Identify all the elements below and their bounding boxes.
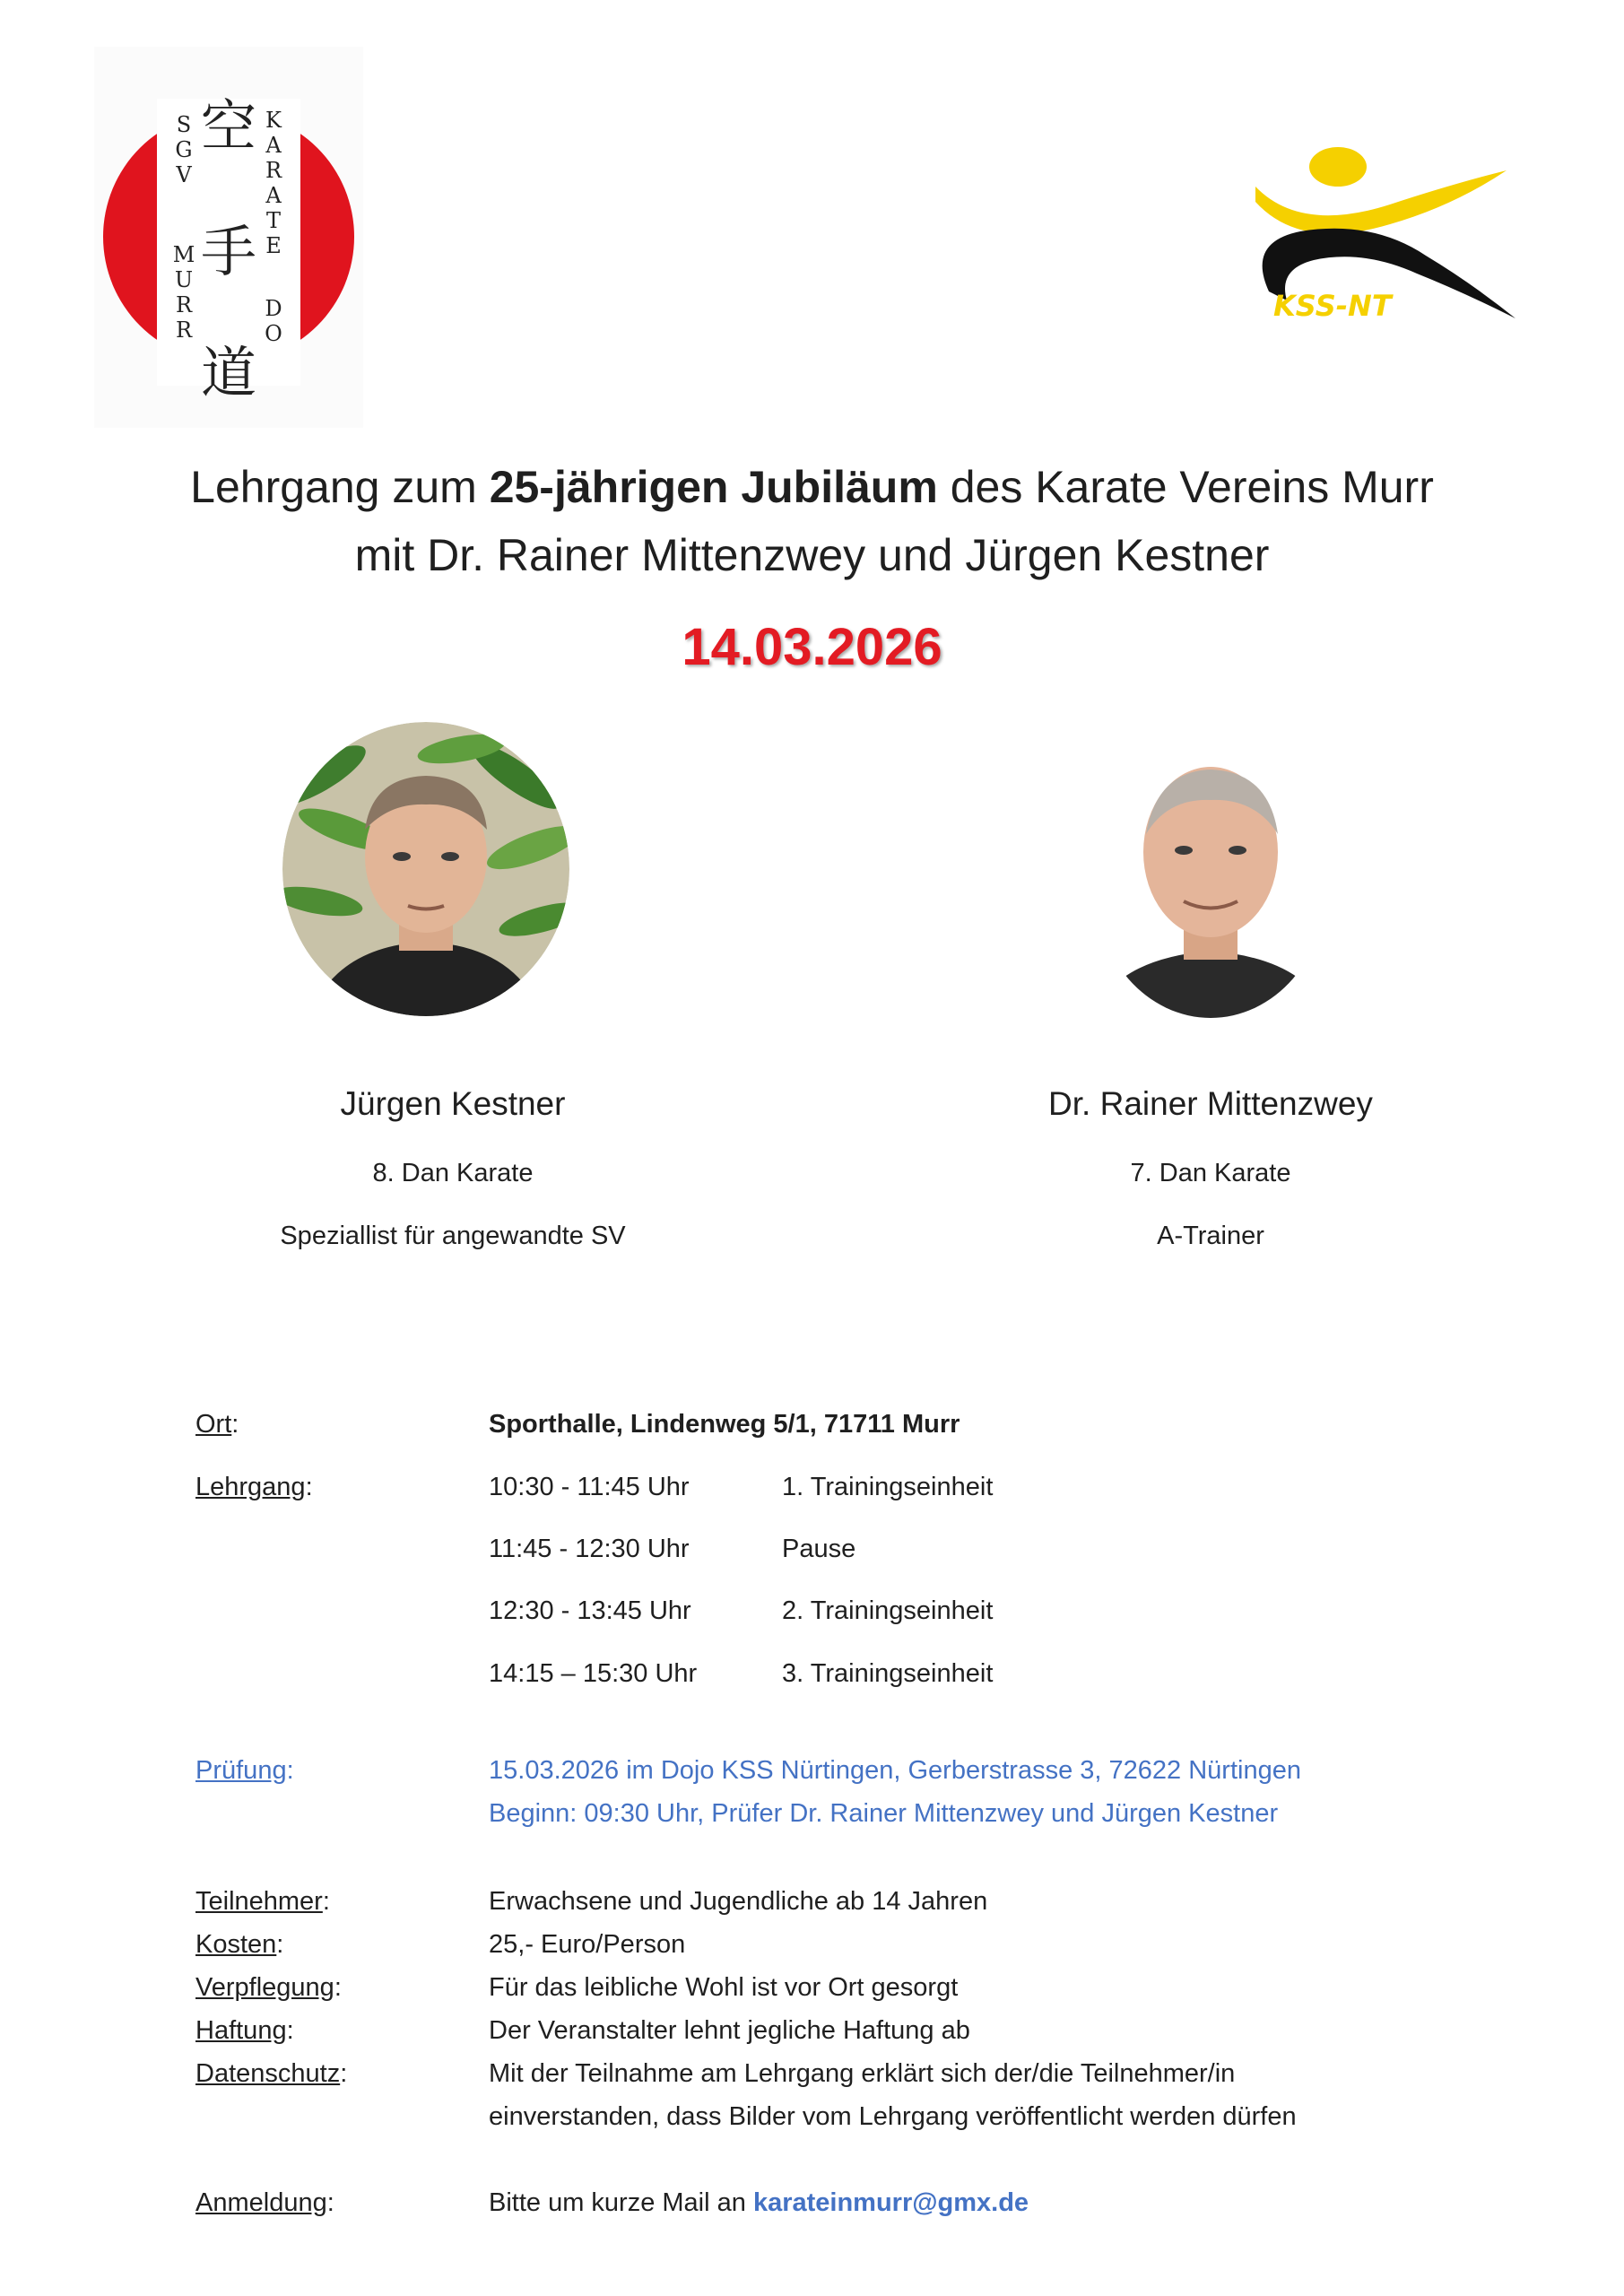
schedule-desc: 3. Trainingseinheit — [782, 1659, 994, 1688]
pruefung-line1: 15.03.2026 im Dojo KSS Nürtingen, Gerberstrasse 3, 72622 Nürtingen — [489, 1756, 1301, 1785]
pruefung-line2: Beginn: 09:30 Uhr, Prüfer Dr. Rainer Mittenzwey und Jürgen Kestner — [489, 1799, 1279, 1828]
label-anmeldung: Anmeldung: — [195, 2188, 334, 2217]
portrait-rainer-mittenzwey — [1094, 735, 1327, 1018]
value-haftung: Der Veranstalter lehnt jegliche Haftung ab — [489, 2016, 970, 2045]
svg-text:V: V — [176, 162, 192, 187]
label-ort: Ort: — [195, 1410, 239, 1439]
portrait-juergen-kestner — [282, 722, 569, 1016]
kss-nt-logo-text: KSS-NT — [1273, 289, 1392, 323]
svg-text:R: R — [265, 158, 282, 183]
schedule-time: 11:45 - 12:30 Uhr — [489, 1535, 690, 1563]
svg-text:K: K — [265, 108, 282, 133]
value-kosten: 25,- Euro/Person — [489, 1930, 686, 1959]
value-anmeldung: Bitte um kurze Mail an karateinmurr@gmx.de — [489, 2188, 1029, 2217]
value-verpflegung: Für das leibliche Wohl ist vor Ort gesorgt — [489, 1973, 959, 2002]
kanji-kara: 空 — [200, 93, 257, 159]
sgv-murr-logo — [94, 47, 363, 428]
trainer-name-left: Jürgen Kestner — [340, 1085, 566, 1122]
svg-text:U: U — [174, 267, 194, 292]
value-ort: Sporthalle, Lindenweg 5/1, 71711 Murr — [489, 1410, 960, 1439]
label-pruefung: Prüfung: — [195, 1756, 294, 1785]
svg-text:E: E — [265, 233, 282, 258]
kanji-do: 道 — [200, 340, 257, 405]
datenschutz-line2: einverstanden, dass Bilder vom Lehrgang veröffentlicht werden dürfen — [489, 2102, 1297, 2131]
value-teilnehmer: Erwachsene und Jugendliche ab 14 Jahren — [489, 1887, 988, 1916]
label-lehrgang: Lehrgang: — [195, 1473, 313, 1501]
svg-text:T: T — [265, 208, 282, 233]
svg-text:A: A — [265, 133, 282, 158]
svg-text:S: S — [176, 112, 192, 137]
label-datenschutz: Datenschutz: — [195, 2059, 348, 2088]
label-teilnehmer: Teilnehmer: — [195, 1887, 330, 1916]
datenschutz-line1: Mit der Teilnahme am Lehrgang erklärt sich der/die Teilnehmer/in — [489, 2059, 1236, 2088]
event-date: 14.03.2026 — [682, 618, 942, 676]
svg-text:M: M — [172, 242, 195, 267]
email-link[interactable]: karateinmurr@gmx.de — [752, 2188, 1029, 2217]
label-verpflegung: Verpflegung: — [195, 1973, 342, 2002]
trainer-rank-right: 7. Dan Karate — [1130, 1159, 1291, 1187]
svg-text:A: A — [265, 183, 282, 208]
svg-text:R: R — [175, 317, 193, 343]
schedule-time: 10:30 - 11:45 Uhr — [489, 1473, 690, 1501]
kss-nt-logo — [1238, 135, 1524, 332]
svg-text:R: R — [175, 292, 193, 317]
label-kosten: Kosten: — [195, 1930, 284, 1959]
schedule-desc: 2. Trainingseinheit — [782, 1596, 994, 1625]
schedule-desc: Pause — [782, 1535, 856, 1563]
headline-line1: Lehrgang zum 25-jährigen Jubiläum des Karate Vereins Murr — [190, 462, 1434, 512]
headline-line2: mit Dr. Rainer Mittenzwey und Jürgen Kestner — [354, 530, 1270, 580]
kanji-te: 手 — [200, 219, 257, 284]
trainer-role-left: Speziallist für angewandte SV — [280, 1222, 626, 1250]
svg-text:D: D — [265, 296, 282, 321]
svg-text:G: G — [175, 137, 193, 162]
schedule-time: 12:30 - 13:45 Uhr — [489, 1596, 691, 1625]
label-haftung: Haftung: — [195, 2016, 294, 2045]
schedule-time: 14:15 – 15:30 Uhr — [489, 1659, 698, 1688]
schedule-desc: 1. Trainingseinheit — [782, 1473, 994, 1501]
event-headline — [0, 453, 1624, 589]
trainer-name-right: Dr. Rainer Mittenzwey — [1048, 1085, 1373, 1122]
trainer-rank-left: 8. Dan Karate — [372, 1159, 534, 1187]
trainer-role-right: A-Trainer — [1157, 1222, 1264, 1250]
svg-text:O: O — [265, 321, 282, 346]
